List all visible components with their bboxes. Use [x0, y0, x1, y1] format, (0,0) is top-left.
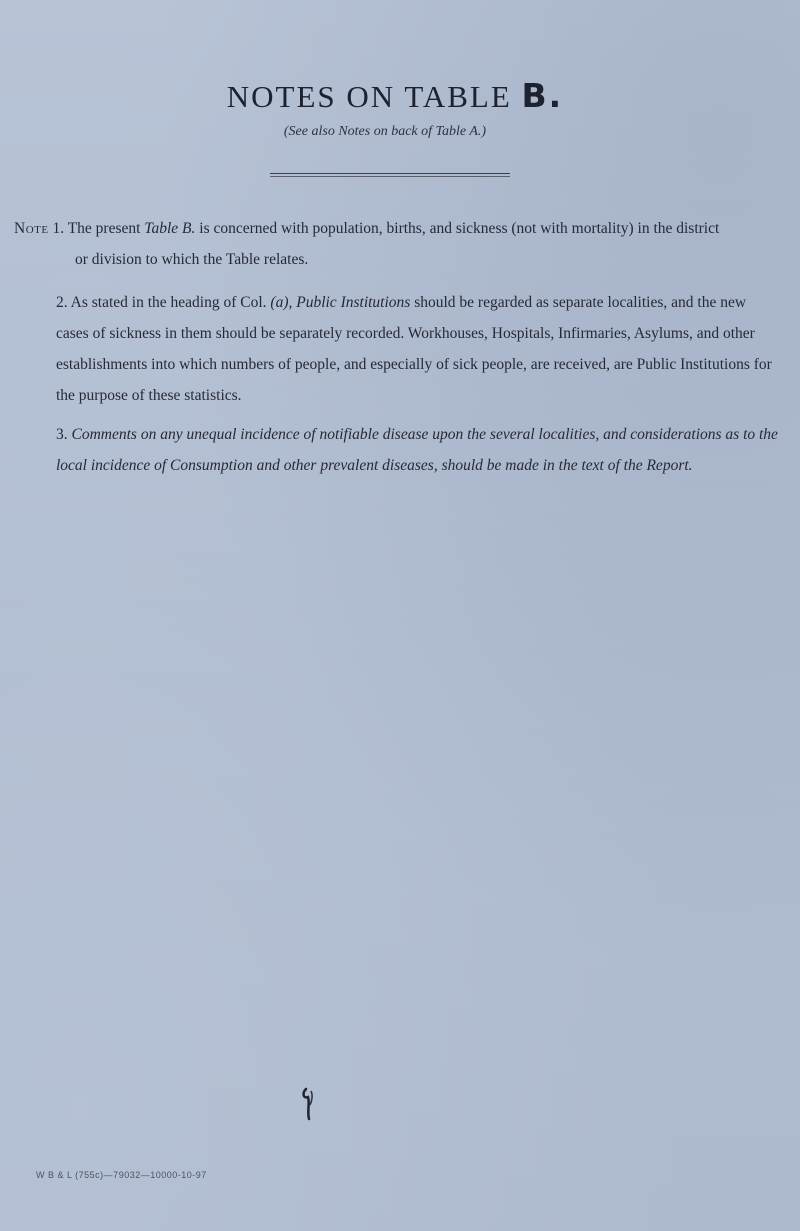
page-title	[0, 76, 790, 115]
note-3-text: Comments on any unequal incidence of notifiable disease upon the several localities, and considerations as to the local incidence of Consumption and other prevalent diseases, should be made in the text of the Report.	[56, 426, 778, 474]
note-label: Note	[14, 220, 49, 237]
title-text: NOTES ON TABLE	[226, 79, 512, 114]
note-1-text-a: The present	[67, 220, 145, 237]
printer-imprint: W B & L (755c)—79032—10000-10-97	[36, 1170, 207, 1180]
title-letter: B.	[521, 76, 564, 115]
note-1-first-line	[14, 213, 784, 244]
note-3-number: 3.	[56, 426, 68, 443]
subtitle: (See also Notes on back of Table A.)	[283, 124, 487, 139]
note-3	[56, 419, 782, 481]
note-1-table-ref: Table B.	[144, 220, 196, 237]
note-2-text-a: As stated in the heading of Col.	[70, 294, 271, 311]
note-1-text-b: is concerned with population, births, and sickness (not with mortality) in the district	[195, 220, 720, 237]
note-2-text-b: should be regarded as separate localities, and the new cases of sickness in them should be separately recorded. Workhouses, Hospitals, Infirmaries, Asylums, and other establishments into which numbers of people, and especially of sick people, are received, are Public Institutions for the purpose of these statistics.	[56, 294, 772, 404]
note-2-number: 2.	[56, 294, 68, 311]
note-1	[14, 213, 784, 275]
note-2	[56, 287, 782, 411]
note-1-continuation: or division to which the Table relates.	[75, 251, 309, 268]
title-divider	[270, 173, 510, 174]
note-1-number: 1.	[52, 220, 65, 237]
note-2-institutions-ref: (a), Public Institutions	[270, 294, 411, 311]
ink-mark-icon	[300, 1085, 318, 1121]
